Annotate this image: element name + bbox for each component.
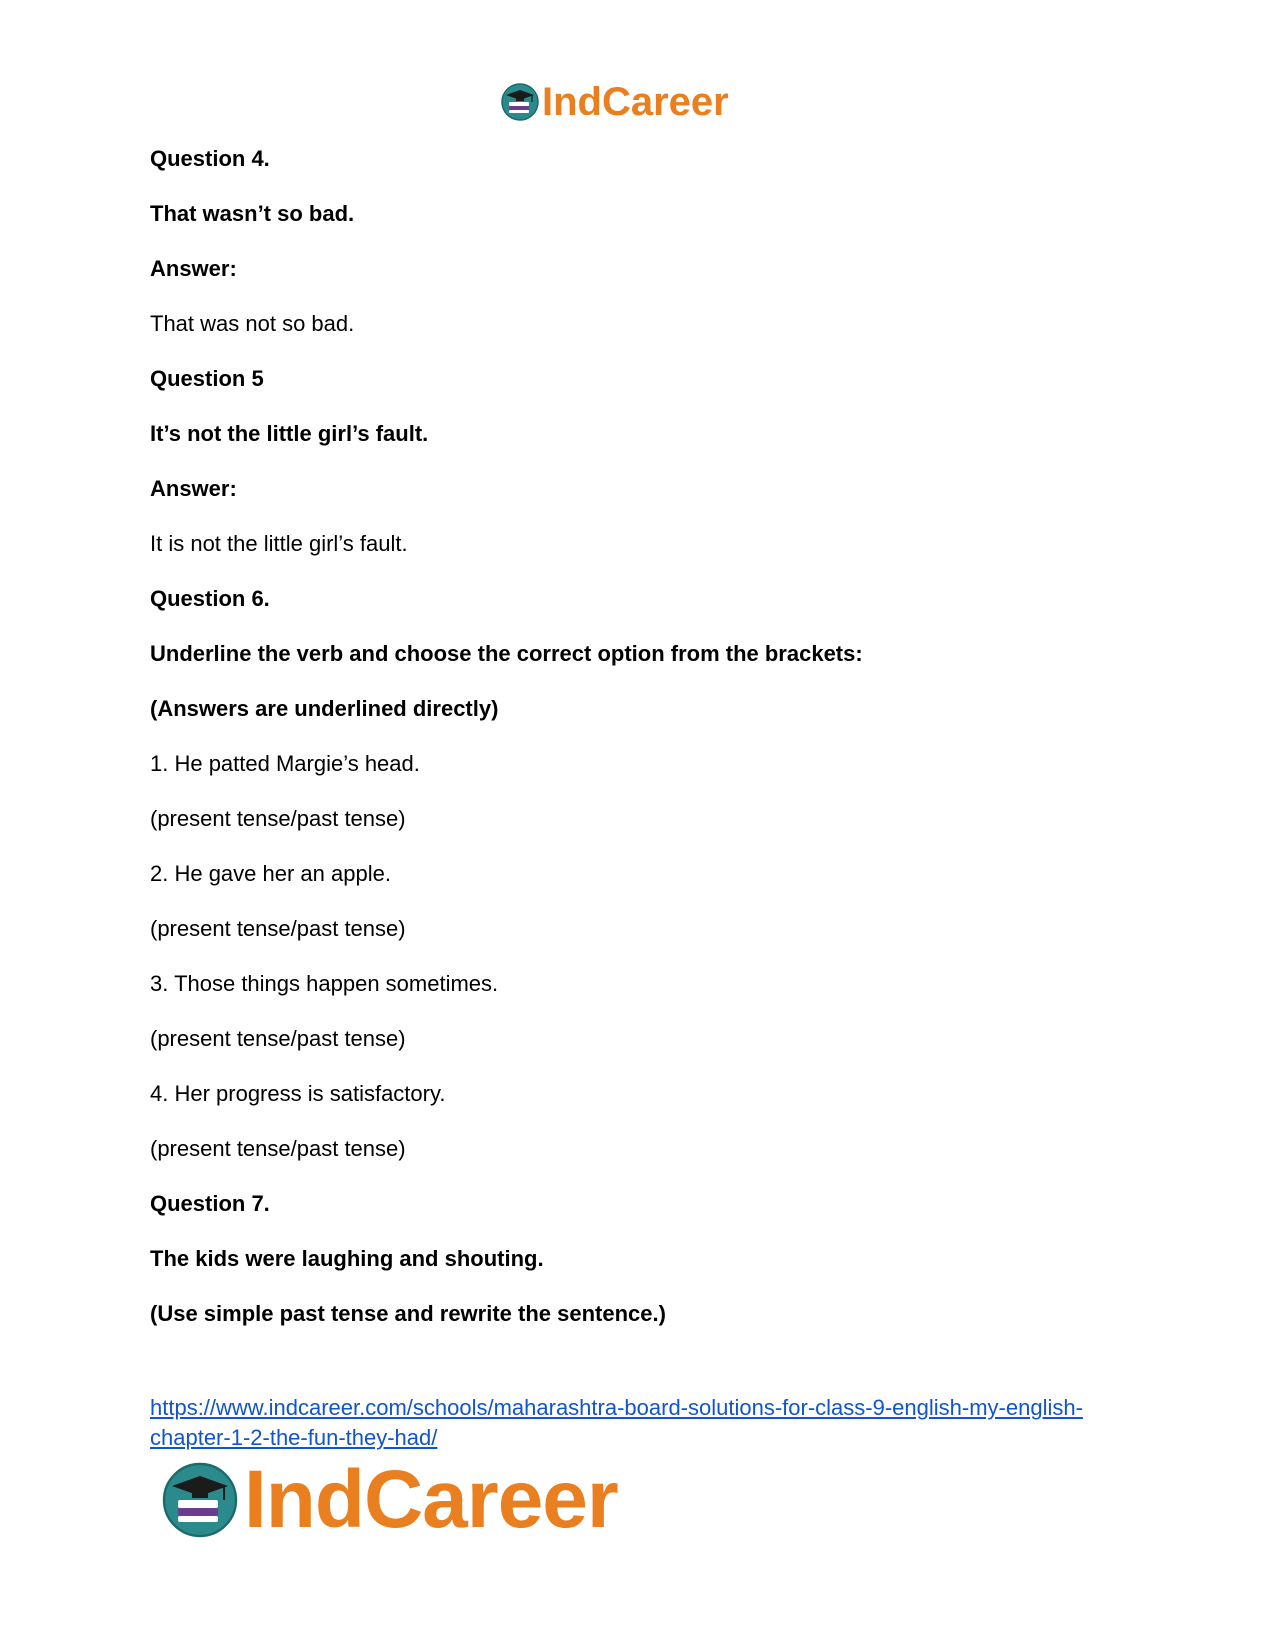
bold-text-line: (Use simple past tense and rewrite the sentence.): [150, 1301, 666, 1326]
header-logo-text: IndCareer: [542, 80, 729, 124]
bold-text-line: That wasn’t so bad.: [150, 201, 355, 226]
bold-text-line: The kids were laughing and shouting.: [150, 1246, 544, 1271]
footer-logo: [160, 1455, 618, 1545]
source-link-line-1[interactable]: https://www.indcareer.com/schools/maharashtra-board-solutions-for-class-9-english-my-english-: [150, 1395, 1083, 1420]
text-line: (present tense/past tense): [150, 916, 406, 941]
bold-text-line: Underline the verb and choose the correct option from the brackets:: [150, 641, 863, 666]
bold-text-line: Question 6.: [150, 586, 270, 611]
text-line: (present tense/past tense): [150, 806, 406, 831]
bold-text-line: Answer:: [150, 476, 237, 501]
bold-text-line: It’s not the little girl’s fault.: [150, 421, 429, 446]
header-logo: [500, 78, 729, 126]
text-line: 1. He patted Margie’s head.: [150, 751, 420, 776]
bold-text-line: Question 5: [150, 366, 264, 391]
bold-text-line: Question 4.: [150, 146, 270, 171]
bold-text-line: (Answers are underlined directly): [150, 696, 499, 721]
text-line: (present tense/past tense): [150, 1026, 406, 1051]
document-body: [150, 145, 1130, 1355]
source-link-line-2[interactable]: chapter-1-2-the-fun-they-had/: [150, 1425, 438, 1450]
text-line: 3. Those things happen sometimes.: [150, 971, 499, 996]
text-line: 4. Her progress is satisfactory.: [150, 1081, 446, 1106]
graduation-book-icon: [160, 1460, 240, 1540]
bold-text-line: Answer:: [150, 256, 237, 281]
text-line: It is not the little girl’s fault.: [150, 531, 408, 556]
text-line: 2. He gave her an apple.: [150, 861, 391, 886]
source-link[interactable]: [150, 1393, 1140, 1453]
footer-logo-text: IndCareer: [244, 1454, 618, 1545]
text-line: (present tense/past tense): [150, 1136, 406, 1161]
graduation-book-icon: [500, 82, 540, 122]
bold-text-line: Question 7.: [150, 1191, 270, 1216]
text-line: That was not so bad.: [150, 311, 355, 336]
